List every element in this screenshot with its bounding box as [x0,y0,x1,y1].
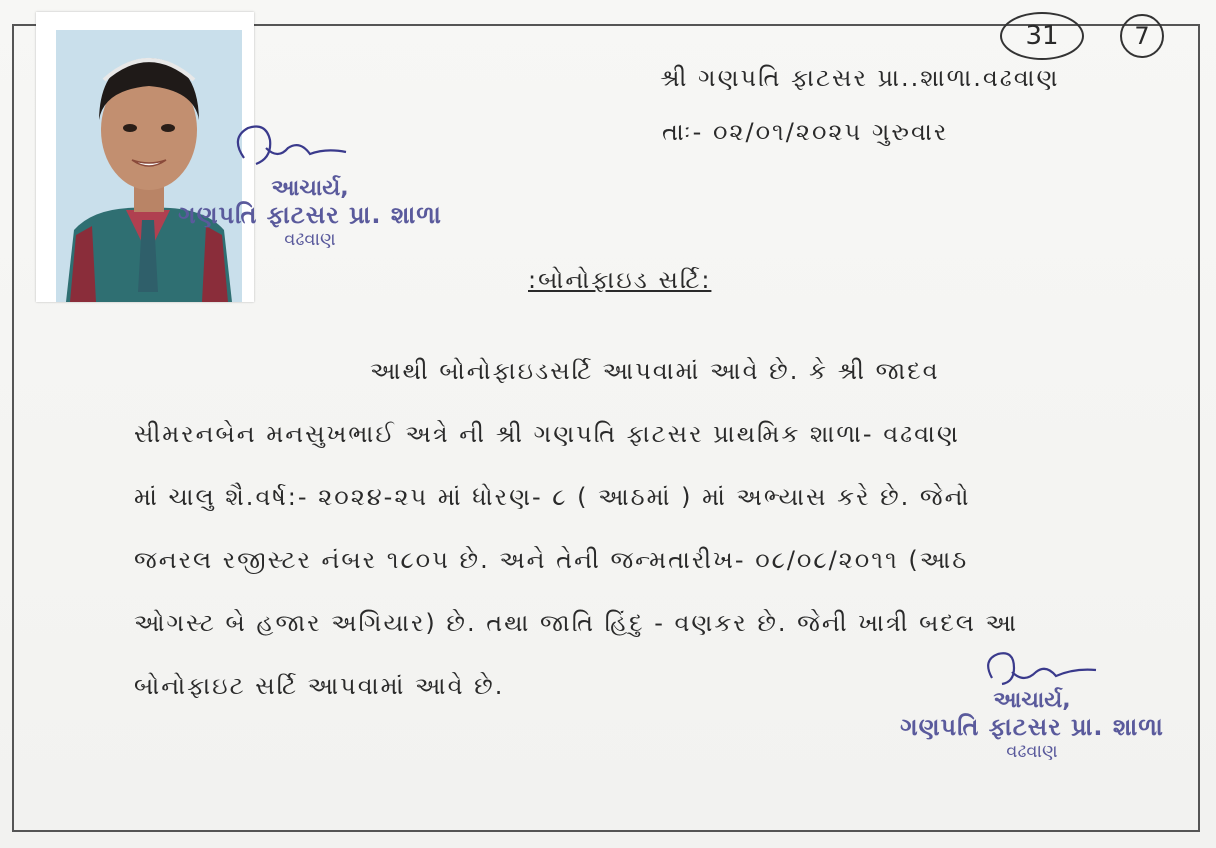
certificate-body [134,340,1124,718]
body-line: ઓગસ્ટ બે હજાર અગિયાર) છે. તથા જાતિ હિંદુ - વણકર છે. જેની ખાત્રી બદલ આ [134,609,1019,637]
stamp-title: આચાર્ય, [271,176,349,201]
certificate-date: તાઃ- ૦૨/૦૧/૨૦૨૫ ગુરુવાર [662,118,949,146]
stamp-org: ગણપતિ ફાટસર પ્રા. શાળા [178,201,442,229]
serial-sub-number: 7 [1120,14,1164,58]
student-photo-card [36,12,254,302]
body-line: માં ચાલુ શૈ.વર્ષ:- ૨૦૨૪-૨૫ માં ધોરણ- ૮ ( આઠમાં ) માં અભ્યાસ કરે છે. જેનો [134,483,971,511]
certificate-heading: :બોનોફાઇડ સર્ટિ: [528,266,712,294]
body-line: સીમરનબેન મનસુખભાઈ અત્રે ની શ્રી ગણપતિ ફાટસર પ્રાથમિક શાળા- વઢવાણ [134,420,960,448]
body-line: જનરલ રજીસ્ટર નંબર ૧૮૦૫ છે. અને તેની જન્મતારીખ- ૦૮/૦૮/૨૦૧૧ (આઠ [134,546,969,574]
body-line: આથી બોનોફાઇડસર્ટિ આપવામાં આવે છે. કે શ્રી જાદવ [370,357,940,385]
stamp-org: ગણપતિ ફાટસર પ્રા. શાળા [900,713,1164,741]
stamp-place: વઢવાણ [1006,741,1058,762]
principal-stamp-bottom [882,688,1182,762]
stamp-place: વઢવાણ [284,229,336,250]
stamp-title: આચાર્ય, [993,688,1071,713]
principal-stamp-top [160,176,460,250]
student-photo [56,30,242,302]
student-portrait-image [56,30,242,302]
school-name: શ્રી ગણપતિ ફાટસર પ્રા..શાળા.વઢવાણ [660,64,1060,92]
serial-number: 31 [1000,12,1084,60]
body-line: બોનોફાઇટ સર્ટિ આપવામાં આવે છે. [134,672,505,700]
